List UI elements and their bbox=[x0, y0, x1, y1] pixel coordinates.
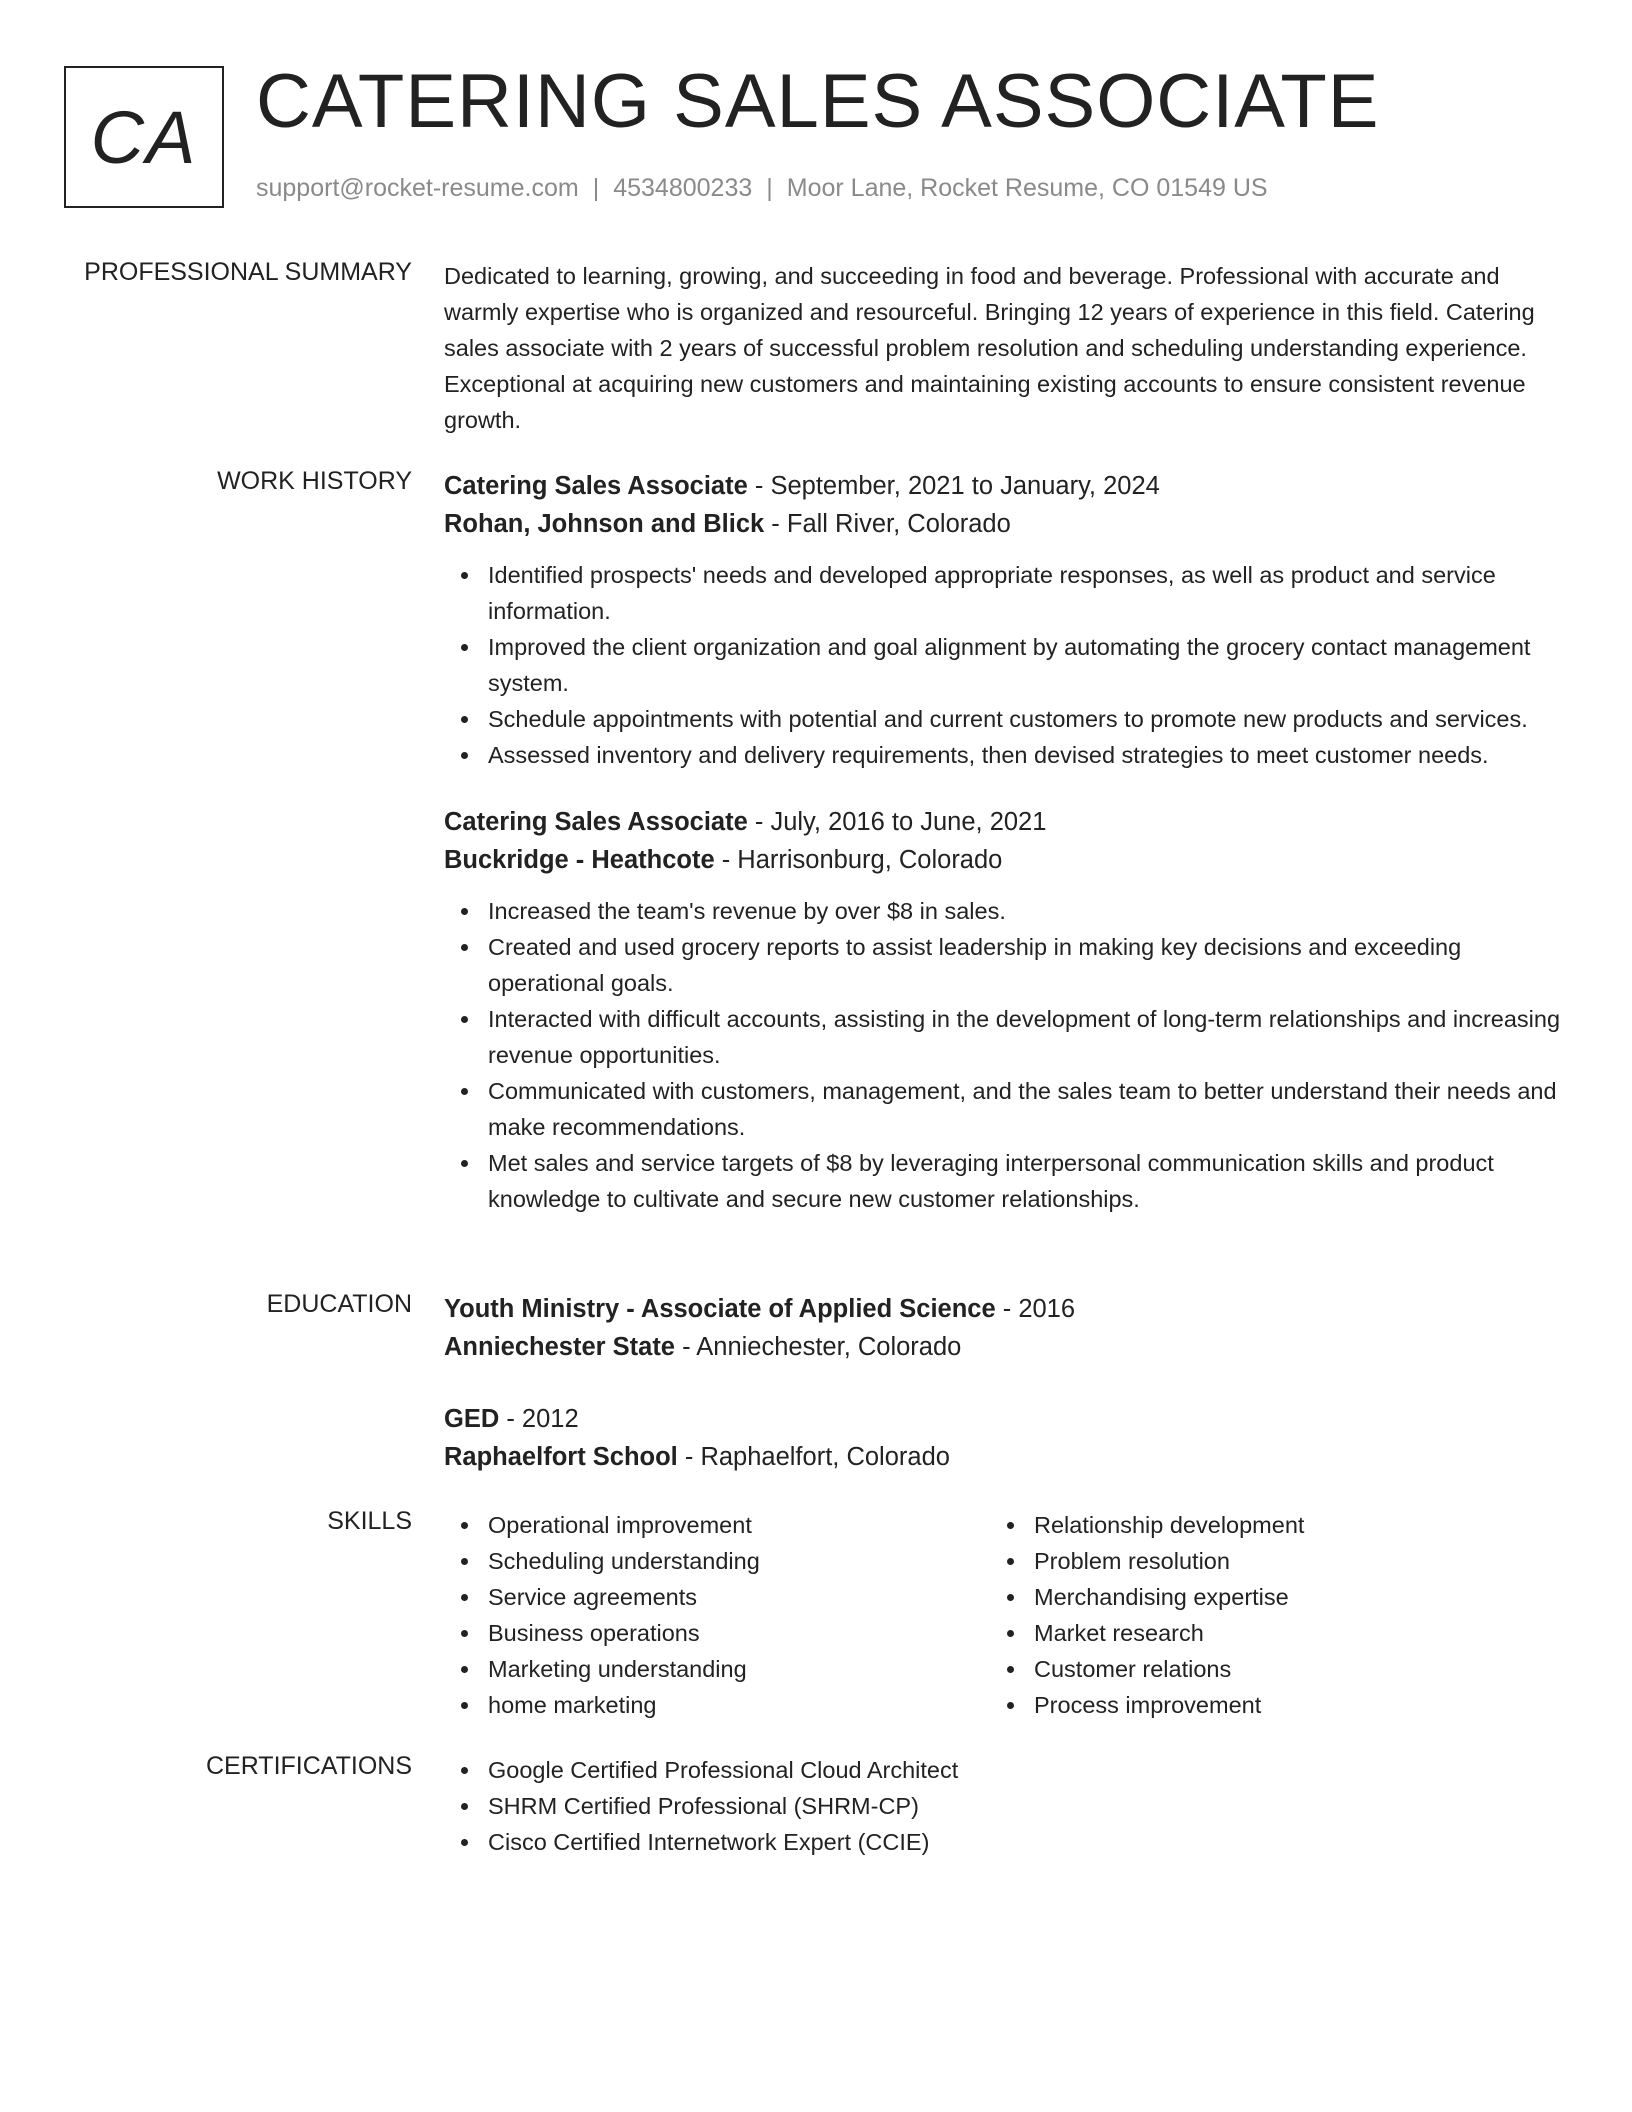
skill-item: Marketing understanding bbox=[444, 1651, 990, 1687]
education-degree: Youth Ministry - Associate of Applied Science bbox=[444, 1295, 996, 1323]
education-degree-line bbox=[444, 1400, 1564, 1438]
section-label-education: EDUCATION bbox=[266, 1290, 412, 1318]
education-school-line bbox=[444, 1438, 1564, 1476]
contact-address: Moor Lane, Rocket Resume, CO 01549 US bbox=[786, 174, 1268, 202]
skills-list-right bbox=[990, 1507, 1536, 1723]
job-bullet: Identified prospects' needs and developed appropriate responses, as well as product and service information. bbox=[444, 557, 1564, 629]
skill-item: Relationship development bbox=[990, 1507, 1536, 1543]
job-title-line bbox=[444, 803, 1564, 841]
job-bullet: Created and used grocery reports to assist leadership in making key decisions and exceeding operational goals. bbox=[444, 929, 1564, 1001]
skill-item: Customer relations bbox=[990, 1651, 1536, 1687]
job-company: Buckridge - Heathcote bbox=[444, 846, 715, 874]
contact-separator: | bbox=[592, 174, 600, 202]
education-entry bbox=[444, 1290, 1564, 1366]
job-bullet: Met sales and service targets of $8 by leveraging interpersonal communication skills and product knowledge to cultivate and secure new customer relationships. bbox=[444, 1145, 1564, 1217]
education-entry bbox=[444, 1400, 1564, 1476]
certification-item: Cisco Certified Internetwork Expert (CCIE) bbox=[444, 1824, 1564, 1860]
skill-item: Scheduling understanding bbox=[444, 1543, 990, 1579]
summary-text: Dedicated to learning, growing, and succeeding in food and beverage. Professional with accurate and warmly expertise who is organized and resourceful. Bringing 12 years of experience in this field. Catering sales associate with 2 years of successful problem resolution and scheduling understanding experience. Exceptional at acquiring new customers and maintaining existing accounts to ensure consistent revenue growth. bbox=[444, 263, 1535, 433]
job-entry bbox=[444, 467, 1564, 773]
job-bullet: Improved the client organization and goal alignment by automating the grocery contact management system. bbox=[444, 629, 1564, 701]
education-location: - Raphaelfort, Colorado bbox=[677, 1443, 950, 1471]
certifications-list bbox=[444, 1752, 1564, 1860]
education-year: - 2016 bbox=[995, 1295, 1076, 1323]
job-company-line bbox=[444, 505, 1564, 543]
job-bullet-list bbox=[444, 557, 1564, 773]
job-title-line bbox=[444, 467, 1564, 505]
section-label-skills: SKILLS bbox=[327, 1507, 412, 1535]
job-bullet: Schedule appointments with potential and current customers to promote new products and services. bbox=[444, 701, 1564, 737]
skill-item: Merchandising expertise bbox=[990, 1579, 1536, 1615]
education-degree-line bbox=[444, 1290, 1564, 1328]
contact-phone: 4534800233 bbox=[613, 174, 753, 202]
job-dates: - July, 2016 to June, 2021 bbox=[747, 808, 1047, 836]
education-school-line bbox=[444, 1328, 1564, 1366]
section-label-certifications: CERTIFICATIONS bbox=[205, 1752, 412, 1780]
job-bullet: Assessed inventory and delivery requirements, then devised strategies to meet customer needs. bbox=[444, 737, 1564, 773]
job-bullet: Interacted with difficult accounts, assisting in the development of long-term relationships and increasing revenue opportunities. bbox=[444, 1001, 1564, 1073]
job-bullet: Communicated with customers, management, and the sales team to better understand their needs and make recommendations. bbox=[444, 1073, 1564, 1145]
education-location: - Anniechester, Colorado bbox=[675, 1333, 962, 1361]
skill-item: Service agreements bbox=[444, 1579, 990, 1615]
skill-item: Market research bbox=[990, 1615, 1536, 1651]
section-label-work: WORK HISTORY bbox=[217, 467, 412, 495]
skills-list-left bbox=[444, 1507, 990, 1723]
skill-item: home marketing bbox=[444, 1687, 990, 1723]
contact-separator: | bbox=[766, 174, 773, 202]
job-entry bbox=[444, 803, 1564, 1217]
job-company-line bbox=[444, 841, 1564, 879]
contact-email: support@rocket-resume.com bbox=[256, 174, 579, 202]
job-title: Catering Sales Associate bbox=[444, 808, 748, 836]
skill-item: Process improvement bbox=[990, 1687, 1536, 1723]
job-company: Rohan, Johnson and Blick bbox=[444, 510, 765, 538]
skill-item: Problem resolution bbox=[990, 1543, 1536, 1579]
skill-item: Operational improvement bbox=[444, 1507, 990, 1543]
job-dates: - September, 2021 to January, 2024 bbox=[747, 472, 1160, 500]
job-bullet-list bbox=[444, 893, 1564, 1217]
contact-line bbox=[256, 174, 1268, 203]
job-location: - Harrisonburg, Colorado bbox=[714, 846, 1003, 874]
education-school: Raphaelfort School bbox=[444, 1443, 678, 1471]
skill-item: Business operations bbox=[444, 1615, 990, 1651]
job-location: - Fall River, Colorado bbox=[764, 510, 1011, 538]
education-degree: GED bbox=[444, 1405, 500, 1433]
education-year: - 2012 bbox=[499, 1405, 579, 1433]
section-label-summary: PROFESSIONAL SUMMARY bbox=[84, 258, 412, 286]
monogram-box bbox=[64, 66, 224, 208]
resume-title: CATERING SALES ASSOCIATE bbox=[256, 59, 1380, 144]
job-title: Catering Sales Associate bbox=[444, 472, 748, 500]
certification-item: Google Certified Professional Cloud Architect bbox=[444, 1752, 1564, 1788]
education-school: Anniechester State bbox=[444, 1333, 675, 1361]
job-bullet: Increased the team's revenue by over $8 in sales. bbox=[444, 893, 1564, 929]
certification-item: SHRM Certified Professional (SHRM-CP) bbox=[444, 1788, 1564, 1824]
monogram-initials: CA bbox=[90, 95, 198, 179]
